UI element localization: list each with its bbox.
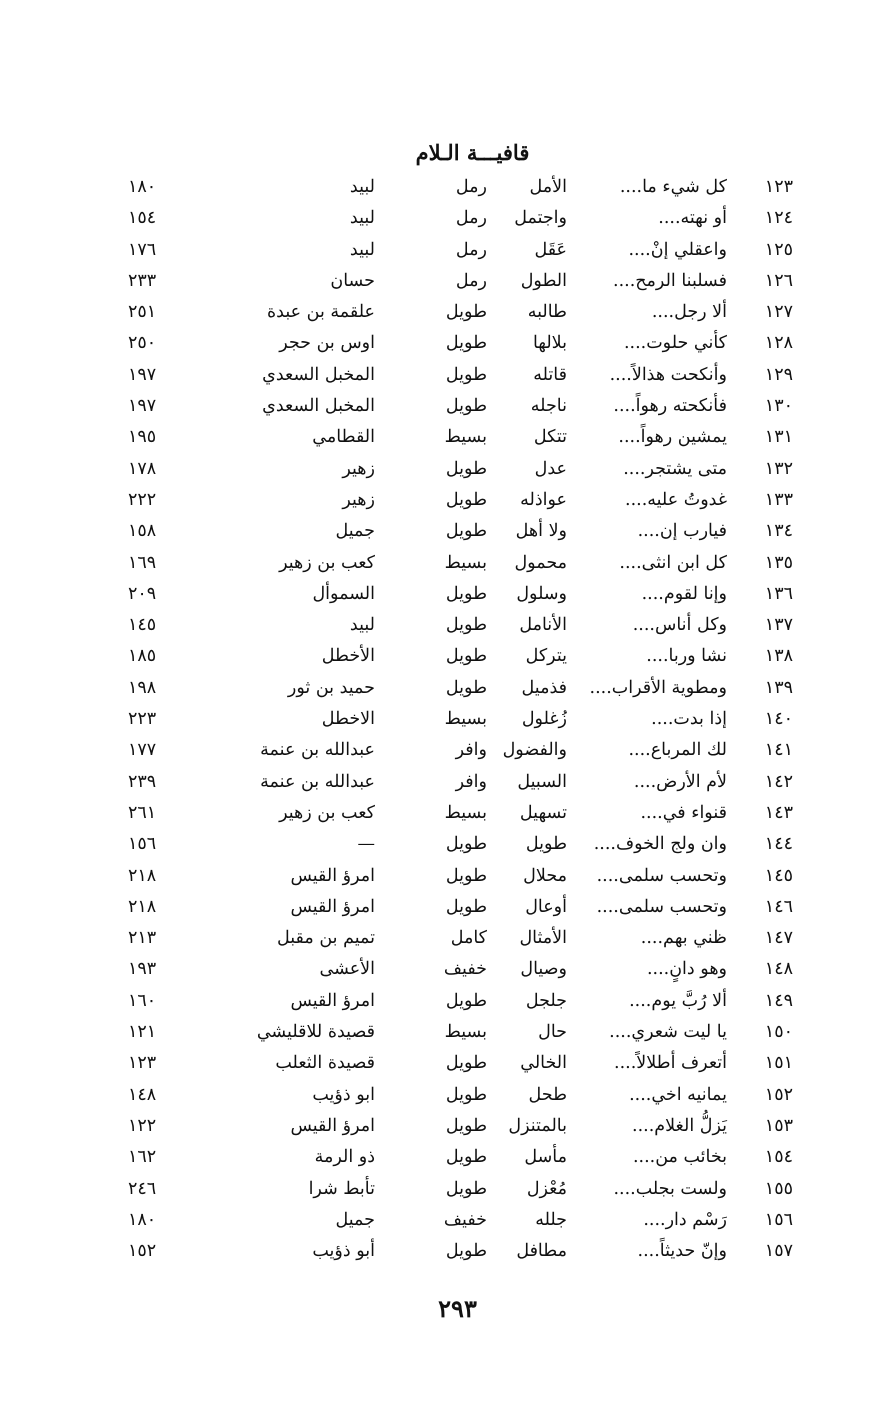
table-row — [0, 1048, 885, 1079]
entry-number: ١٢٥ — [764, 239, 793, 260]
table-row — [0, 923, 885, 954]
page-reference: ١٤٥ — [128, 615, 157, 636]
page-reference: ١٥٨ — [128, 521, 157, 542]
first-words: غدوتُ عليه.... — [625, 489, 727, 510]
table-row — [0, 172, 885, 203]
rhyme-word: فذميل — [521, 677, 567, 698]
poetic-meter: طويل — [445, 677, 487, 698]
first-words: أتعرف أطلالاً.... — [614, 1053, 727, 1074]
rhyme-word: أوعال — [525, 896, 567, 917]
first-words: ألا رجل.... — [651, 302, 727, 323]
poet-name: عبدالله بن عنمة — [260, 771, 375, 792]
entry-number: ١٣٤ — [764, 521, 793, 542]
page-reference: ١٥٢ — [128, 1241, 157, 1262]
rhyme-word: الأمثال — [519, 928, 567, 949]
poet-name: لبيد — [349, 177, 375, 197]
rhyme-word: بالمتنزل — [508, 1115, 567, 1136]
table-row — [0, 235, 885, 266]
entry-number: ١٥٤ — [764, 1147, 793, 1168]
poetic-meter: رمل — [455, 177, 487, 197]
rhyme-word: واجتمل — [514, 208, 567, 229]
entry-number: ١٣٦ — [764, 583, 793, 604]
entry-number: ١٥٢ — [764, 1084, 793, 1105]
poetic-meter: طويل — [445, 396, 487, 417]
table-row — [0, 735, 885, 766]
rhyme-word: تتكل — [533, 427, 567, 448]
page-reference: ١٨٠ — [128, 1209, 157, 1230]
table-row — [0, 360, 885, 391]
poet-name: زهير — [342, 489, 375, 510]
poetic-meter: بسيط — [444, 427, 487, 448]
rhyme-word: الطول — [520, 270, 567, 291]
entry-number: ١٤١ — [764, 740, 793, 761]
poetic-meter: طويل — [445, 1178, 487, 1199]
rhyme-word: حال — [538, 1022, 567, 1043]
poet-name: تميم بن مقبل — [277, 928, 375, 949]
entry-number: ١٣٨ — [764, 646, 793, 667]
first-words: كل شيء ما.... — [619, 177, 727, 197]
poet-name: القطامي — [312, 427, 375, 448]
poetic-meter: طويل — [445, 521, 487, 542]
entry-number: ١٣٣ — [764, 489, 793, 510]
page-reference: ١٦٢ — [128, 1147, 157, 1168]
page-reference: ١٩٣ — [128, 959, 157, 980]
poetic-meter: رمل — [455, 208, 487, 229]
first-words: يمانيه اخي.... — [629, 1084, 727, 1105]
first-words: واعقلي إنْ.... — [628, 239, 727, 260]
page-reference: ٢٥٠ — [128, 333, 157, 354]
first-words: وإنا لقوم.... — [641, 583, 727, 604]
entry-number: ١٣٩ — [764, 677, 793, 698]
page-reference: ٢٥١ — [128, 302, 157, 323]
table-row — [0, 548, 885, 579]
poetic-meter: طويل — [445, 489, 487, 510]
first-words: كأني حلوت.... — [623, 333, 727, 354]
rhyme-word: عواذله — [520, 489, 567, 510]
rhyme-word: عَقَل — [534, 239, 567, 260]
entry-number: ١٤٢ — [764, 771, 793, 792]
first-words: وتحسب سلمى.... — [596, 896, 727, 917]
rhyme-word: وسلول — [516, 583, 567, 604]
entry-number: ١٥٠ — [764, 1022, 793, 1043]
table-row — [0, 328, 885, 359]
rhyme-word: مُعْزل — [526, 1178, 567, 1199]
rhyme-index-table — [0, 172, 885, 1267]
first-words: ألا رُبَّ يوم.... — [629, 990, 727, 1011]
page-reference: ٢١٨ — [128, 896, 157, 917]
rhyme-word: محمول — [514, 552, 567, 573]
entry-number: ١٤٧ — [764, 928, 793, 949]
poet-name: امرؤ القيس — [290, 990, 375, 1011]
entry-number: ١٥٣ — [764, 1115, 793, 1136]
table-row — [0, 1017, 885, 1048]
poet-name: امرؤ القيس — [290, 865, 375, 886]
first-words: لأم الأرض.... — [633, 771, 727, 792]
first-words: وكل أناس.... — [632, 615, 727, 636]
table-row — [0, 704, 885, 735]
entry-number: ١٢٩ — [764, 364, 793, 385]
poet-name: ذو الرمة — [314, 1147, 375, 1168]
poet-name: قصيدة للاقليشي — [256, 1022, 375, 1043]
entry-number: ١٤٨ — [764, 959, 793, 980]
poetic-meter: طويل — [445, 646, 487, 667]
first-words: نشا وربا.... — [646, 646, 727, 667]
poet-name: كعب بن زهير — [279, 552, 375, 573]
poet-name: امرؤ القيس — [290, 1115, 375, 1136]
rhyme-word: ولا أهل — [515, 521, 567, 542]
first-words: أو نهته.... — [658, 208, 727, 229]
poet-name: لبيد — [349, 615, 375, 636]
table-row — [0, 673, 885, 704]
page-reference: ٢٢٢ — [128, 489, 157, 510]
entry-number: ١٣١ — [764, 427, 793, 448]
poet-name: ابو ذؤيب — [312, 1084, 375, 1105]
poetic-meter: بسيط — [444, 552, 487, 573]
table-row — [0, 1142, 885, 1173]
poetic-meter: طويل — [445, 333, 487, 354]
rhyme-word: مطافل — [516, 1241, 567, 1262]
poet-name: كعب بن زهير — [279, 802, 375, 823]
page-reference: ١٤٨ — [128, 1084, 157, 1105]
poetic-meter: طويل — [445, 834, 487, 855]
first-words: بخائب من.... — [632, 1147, 727, 1168]
poetic-meter: طويل — [445, 302, 487, 323]
entry-number: ١٣٧ — [764, 615, 793, 636]
table-row — [0, 1111, 885, 1142]
rhyme-word: مأسل — [524, 1147, 567, 1168]
table-row — [0, 1174, 885, 1205]
table-row — [0, 391, 885, 422]
page-reference: ١٧٦ — [128, 239, 157, 260]
entry-number: ١٤٠ — [764, 709, 793, 730]
poet-name: المخبل السعدي — [262, 396, 375, 417]
first-words: وهو دانٍ.... — [646, 959, 727, 980]
table-row — [0, 266, 885, 297]
table-row — [0, 641, 885, 672]
page-reference: ٢٣٩ — [128, 771, 157, 792]
first-words: كل ابن انثى.... — [619, 552, 727, 573]
page-reference: ١٦٠ — [128, 990, 157, 1011]
page-number: ٢٩٣ — [438, 1294, 477, 1323]
rhyme-word: والفضول — [502, 740, 567, 761]
rhyme-word: الأنامل — [519, 615, 567, 636]
entry-number: ١٤٥ — [764, 865, 793, 886]
page-reference: ١٨٥ — [128, 646, 157, 667]
table-row — [0, 767, 885, 798]
rhyme-word: الأمل — [529, 177, 567, 197]
poet-name: لبيد — [349, 239, 375, 260]
rhyme-word: وصيال — [520, 959, 567, 980]
page-reference: ٢٤٦ — [128, 1178, 157, 1199]
poetic-meter: طويل — [445, 1147, 487, 1168]
poet-name: زهير — [342, 458, 375, 479]
entry-number: ١٢٨ — [764, 333, 793, 354]
entry-number: ١٣٢ — [764, 458, 793, 479]
page-reference: ١٢٣ — [128, 1053, 157, 1074]
poetic-meter: طويل — [445, 865, 487, 886]
first-words: وأنكحت هذالاً.... — [609, 364, 727, 385]
first-words: فأنكحته رهواً.... — [613, 396, 727, 417]
rhyme-word: محلال — [523, 865, 567, 886]
first-words: وتحسب سلمى.... — [596, 865, 727, 886]
page-reference: ١٢٢ — [128, 1115, 157, 1136]
entry-number: ١٣٥ — [764, 552, 793, 573]
poet-name: الأعشى — [319, 959, 375, 980]
poet-name: اوس بن حجر — [279, 333, 375, 354]
entry-number: ١٤٣ — [764, 802, 793, 823]
poet-name: أبو ذؤيب — [312, 1241, 375, 1262]
first-words: فسلبنا الرمح.... — [613, 270, 727, 291]
page-reference: ١٥٦ — [128, 834, 157, 855]
table-row — [0, 861, 885, 892]
poet-name: جميل — [335, 521, 375, 542]
first-words: يا ليت شعري.... — [609, 1022, 727, 1043]
table-row — [0, 203, 885, 234]
rhyme-word: طويل — [525, 834, 567, 855]
first-words: إذا بدت.... — [651, 709, 727, 730]
page-reference: ١٢١ — [128, 1022, 157, 1043]
page-reference: ٢١٣ — [128, 928, 157, 949]
first-words: متى يشتجر.... — [623, 458, 727, 479]
table-row — [0, 1236, 885, 1267]
rhyme-word: بلالها — [532, 333, 567, 354]
poetic-meter: وافر — [455, 740, 487, 761]
poetic-meter: طويل — [445, 615, 487, 636]
poetic-meter: بسيط — [444, 709, 487, 730]
poet-name: الأخطل — [321, 646, 375, 667]
table-row — [0, 516, 885, 547]
table-row — [0, 454, 885, 485]
poet-name: السموأل — [312, 583, 375, 604]
poet-name: حميد بن ثور — [287, 677, 375, 698]
page-reference: ١٦٩ — [128, 552, 157, 573]
page-reference: ١٩٨ — [128, 677, 157, 698]
poetic-meter: طويل — [445, 1053, 487, 1074]
entry-number: ١٣٠ — [764, 396, 793, 417]
poetic-meter: خفيف — [443, 959, 487, 980]
poetic-meter: كامل — [450, 928, 487, 949]
entry-number: ١٤٦ — [764, 896, 793, 917]
page-reference: ٢٠٩ — [128, 583, 157, 604]
poetic-meter: طويل — [445, 364, 487, 385]
rhyme-word: يتركل — [525, 646, 567, 667]
first-words: وإنّ حديثاً.... — [637, 1241, 727, 1262]
poetic-meter: طويل — [445, 1241, 487, 1262]
rhyme-word: عدل — [534, 458, 567, 479]
entry-number: ١٥٧ — [764, 1241, 793, 1262]
table-row — [0, 829, 885, 860]
table-row — [0, 1205, 885, 1236]
entry-number: ١٢٤ — [764, 208, 793, 229]
page-reference: ١٥٤ — [128, 208, 157, 229]
table-row — [0, 579, 885, 610]
rhyme-word: الخالي — [520, 1053, 567, 1074]
table-row — [0, 422, 885, 453]
poet-name: — — [357, 834, 375, 855]
page-reference: ١٩٧ — [128, 364, 157, 385]
table-row — [0, 986, 885, 1017]
first-words: ظني بهم.... — [640, 928, 727, 949]
page-reference: ٢٣٣ — [128, 270, 157, 291]
page-reference: ١٩٧ — [128, 396, 157, 417]
page-reference: ٢١٨ — [128, 865, 157, 886]
poet-name: عبدالله بن عنمة — [260, 740, 375, 761]
page-reference: ١٧٨ — [128, 458, 157, 479]
poetic-meter: طويل — [445, 896, 487, 917]
table-row — [0, 610, 885, 641]
section-heading: قافيـــة الـلام — [415, 140, 530, 165]
first-words: وان ولج الخوف.... — [593, 834, 727, 855]
first-words: لك المرباع.... — [628, 740, 727, 761]
poet-name: امرؤ القيس — [290, 896, 375, 917]
poet-name: الاخطل — [321, 709, 375, 730]
entry-number: ١٢٦ — [764, 270, 793, 291]
poetic-meter: بسيط — [444, 802, 487, 823]
first-words: فيارب إن.... — [637, 521, 727, 542]
poet-name: جميل — [335, 1209, 375, 1230]
poet-name: حسان — [330, 270, 375, 291]
poetic-meter: طويل — [445, 583, 487, 604]
rhyme-word: قاتله — [533, 364, 567, 385]
first-words: يَزلُّ الغلام.... — [632, 1115, 727, 1136]
poet-name: المخبل السعدي — [262, 364, 375, 385]
poetic-meter: طويل — [445, 458, 487, 479]
entry-number: ١٢٣ — [764, 177, 793, 197]
rhyme-word: طحل — [528, 1084, 567, 1105]
rhyme-word: طالبه — [527, 302, 567, 323]
table-row — [0, 485, 885, 516]
page-reference: ١٧٧ — [128, 740, 157, 761]
poet-name: علقمة بن عبدة — [267, 302, 375, 323]
first-words: ومطوية الأقراب.... — [589, 677, 727, 698]
entry-number: ١٥٥ — [764, 1178, 793, 1199]
rhyme-word: تسهيل — [519, 802, 567, 823]
poet-name: قصيدة الثعلب — [275, 1053, 375, 1074]
table-row — [0, 798, 885, 829]
entry-number: ١٤٩ — [764, 990, 793, 1011]
poetic-meter: رمل — [455, 239, 487, 260]
poetic-meter: رمل — [455, 270, 487, 291]
poetic-meter: طويل — [445, 990, 487, 1011]
entry-number: ١٤٤ — [764, 834, 793, 855]
table-row — [0, 892, 885, 923]
poet-name: تأبط شرا — [308, 1178, 375, 1199]
poetic-meter: خفيف — [443, 1209, 487, 1230]
first-words: رَسْم دار.... — [643, 1209, 727, 1230]
rhyme-word: السبيل — [517, 771, 567, 792]
poetic-meter: طويل — [445, 1115, 487, 1136]
page-reference: ١٨٠ — [128, 177, 157, 197]
table-row — [0, 954, 885, 985]
rhyme-word: ناجله — [530, 396, 567, 417]
table-row — [0, 297, 885, 328]
entry-number: ١٢٧ — [764, 302, 793, 323]
first-words: يمشين رهواً.... — [618, 427, 727, 448]
poet-name: لبيد — [349, 208, 375, 229]
rhyme-word: جلجل — [525, 990, 567, 1011]
rhyme-word: زُغلول — [521, 709, 567, 730]
page-reference: ٢٦١ — [128, 802, 157, 823]
poetic-meter: بسيط — [444, 1022, 487, 1043]
first-words: قنواء في.... — [640, 802, 727, 823]
table-row — [0, 1080, 885, 1111]
page-reference: ١٩٥ — [128, 427, 157, 448]
first-words: ولست بجلب.... — [613, 1178, 727, 1199]
entry-number: ١٥١ — [764, 1053, 793, 1074]
poetic-meter: طويل — [445, 1084, 487, 1105]
page-reference: ٢٢٣ — [128, 709, 157, 730]
poetic-meter: وافر — [455, 771, 487, 792]
rhyme-word: جلله — [535, 1209, 567, 1230]
entry-number: ١٥٦ — [764, 1209, 793, 1230]
